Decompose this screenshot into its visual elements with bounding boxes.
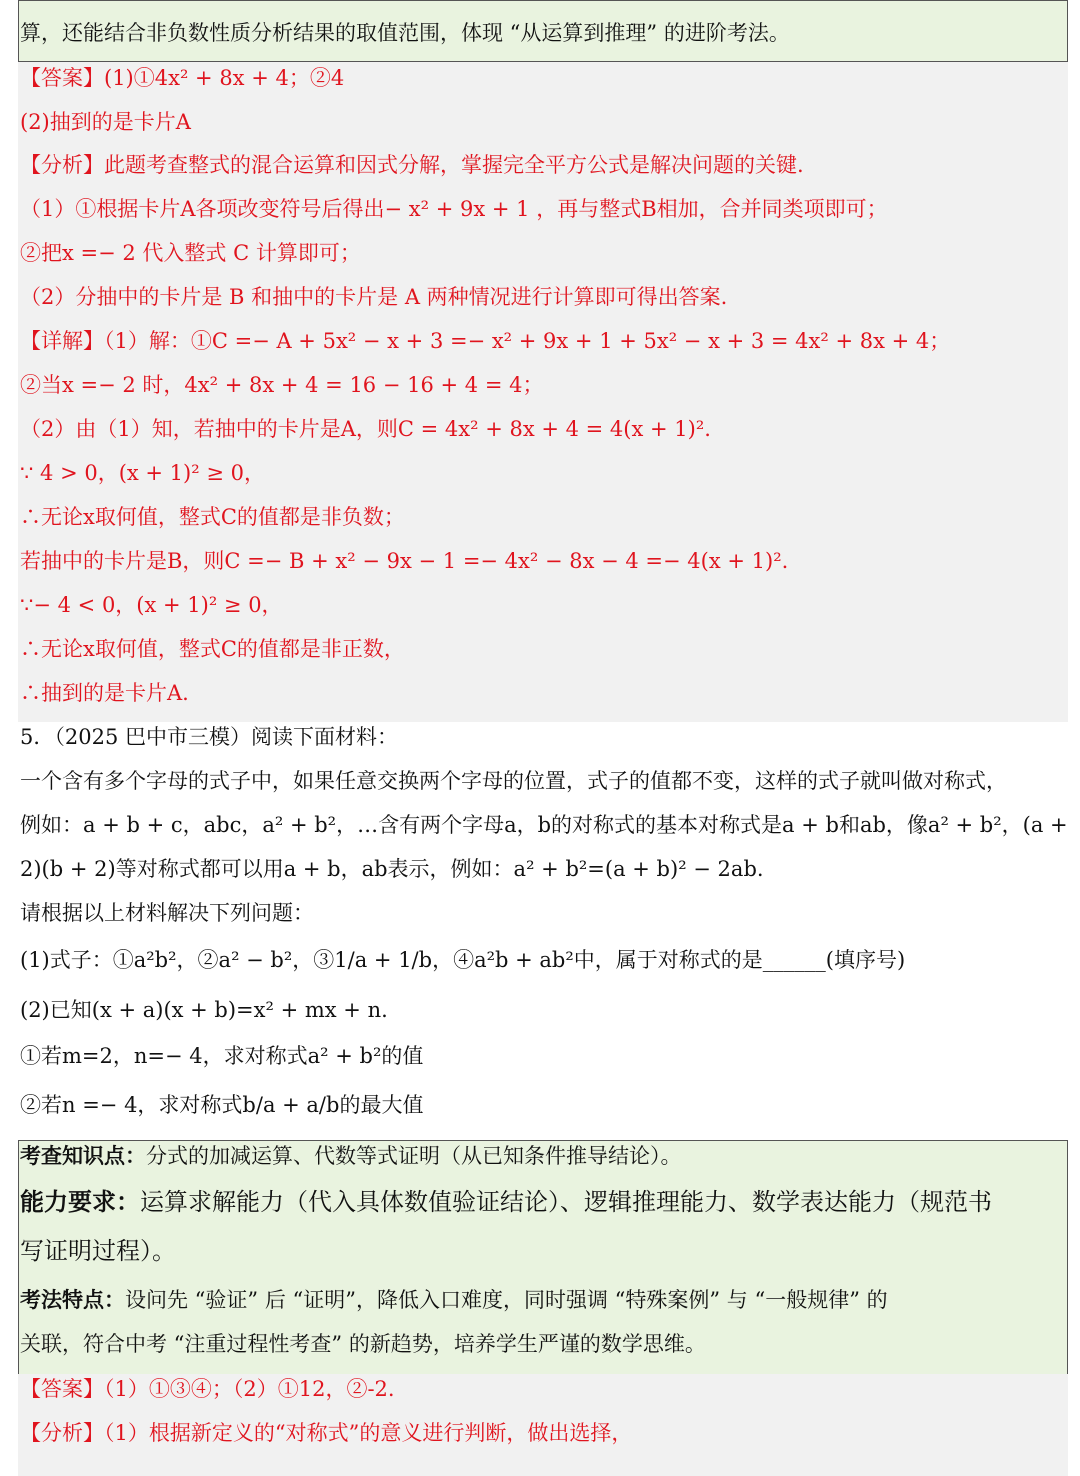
- problem-5-title: 5．（2025 巴中市三模）阅读下面材料：: [20, 725, 398, 749]
- knowledge-text: 分式的加减运算、代数等式证明（从已知条件推导结论）。: [146, 1144, 682, 1168]
- ability-text: 运算求解能力（代入具体数值验证结论）、逻辑推理能力、数学表达能力（规范书: [140, 1188, 992, 1216]
- feature-text: 设问先 “验证” 后 “证明”，降低入口难度，同时强调 “特殊案例” 与 “一般规律” 的: [125, 1288, 888, 1312]
- top-box-text: 算，还能结合非负数性质分析结果的取值范围，体现 “从运算到推理” 的进阶考法。: [20, 21, 790, 45]
- detail-line-9: ∴抽到的是卡片A.: [20, 681, 189, 705]
- knowledge-line-1: [20, 1141, 1068, 1171]
- detail-line-3: （2）由（1）知，若抽中的卡片是A，则C = 4x² + 8x + 4 = 4(x + 1)².: [20, 417, 711, 441]
- knowledge-label: 考查知识点：: [20, 1143, 146, 1168]
- detail-line-5: ∴无论x取何值，整式C的值都是非负数；: [20, 505, 405, 529]
- problem-5-question-2a: ①若m=2，n=− 4，求对称式a² + b²的值: [20, 1044, 424, 1068]
- detail-line-7: ∵− 4 < 0，(x + 1)² ≥ 0，: [20, 593, 283, 617]
- problem-5-text-4: 请根据以上材料解决下列问题：: [20, 901, 314, 925]
- problem-5-text-2: 例如：a + b + c，abc，a² + b²，…含有两个字母a，b的对称式的基本对称式是a + b和ab，像a² + b²，(a +: [20, 813, 1068, 837]
- detail-line-2: ②当x =− 2 时，4x² + 8x + 4 = 16 − 16 + 4 = 4；: [20, 373, 544, 397]
- detail-line-8: ∴无论x取何值，整式C的值都是非正数，: [20, 637, 405, 661]
- detail-line-6: 若抽中的卡片是B，则C =− B + x² − 9x − 1 =− 4x² − 8x − 4 =− 4(x + 1)².: [20, 549, 789, 573]
- problem-5-text-1: 一个含有多个字母的式子中，如果任意交换两个字母的位置，式子的值都不变，这样的式子就叫做对称式，: [20, 769, 1007, 793]
- detail-line-4: ∵ 4 > 0，(x + 1)² ≥ 0，: [20, 461, 265, 485]
- answer-line-2: (2)抽到的是卡片A: [20, 110, 191, 134]
- feature-line-1: [20, 1285, 1068, 1315]
- problem-5-question-2: (2)已知(x + a)(x + b)=x² + mx + n.: [20, 998, 388, 1022]
- hint-line-1: （1）①根据卡片A各项改变符号后得出− x² + 9x + 1 ，再与整式B相加，合并同类项即可；: [20, 197, 888, 221]
- feature-line-2: 关联，符合中考 “注重过程性考查” 的新趋势，培养学生严谨的数学思维。: [20, 1332, 706, 1356]
- hint-line-2: ②把x =− 2 代入整式 C 计算即可；: [20, 241, 361, 265]
- ability-line-1: [20, 1187, 1068, 1217]
- answer-line-1: 【答案】(1)①4x² + 8x + 4；②4: [20, 66, 345, 90]
- problem-5-question-2b: ②若n =− 4，求对称式b/a + a/b的最大值: [20, 1093, 424, 1117]
- detail-line-1: 【详解】（1）解：①C =− A + 5x² − x + 3 =− x² + 9x + 1 + 5x² − x + 3 = 4x² + 8x + 4；: [20, 329, 951, 353]
- problem-5-question-1: (1)式子：①a²b²，②a² − b²，③1/a + 1/b，④a²b + ab²中，属于对称式的是______(填序号): [20, 948, 906, 972]
- problem-5-text-3: 2)(b + 2)等对称式都可以用a + b，ab表示，例如：a² + b²=(a + b)² − 2ab.: [20, 857, 764, 881]
- solution-5-analysis: 【分析】（1）根据新定义的“对称式”的意义进行判断，做出选择，: [20, 1421, 633, 1445]
- ability-label: 能力要求：: [20, 1187, 140, 1216]
- hint-line-3: （2）分抽中的卡片是 B 和抽中的卡片是 A 两种情况进行计算即可得出答案.: [20, 285, 728, 309]
- feature-label: 考法特点：: [20, 1287, 125, 1312]
- ability-line-2: 写证明过程）。: [20, 1237, 176, 1265]
- solution-5-answer: 【答案】（1）①③④；（2）①12，②-2.: [20, 1377, 395, 1401]
- analysis-line: 【分析】此题考查整式的混合运算和因式分解，掌握完全平方公式是解决问题的关键.: [20, 153, 804, 177]
